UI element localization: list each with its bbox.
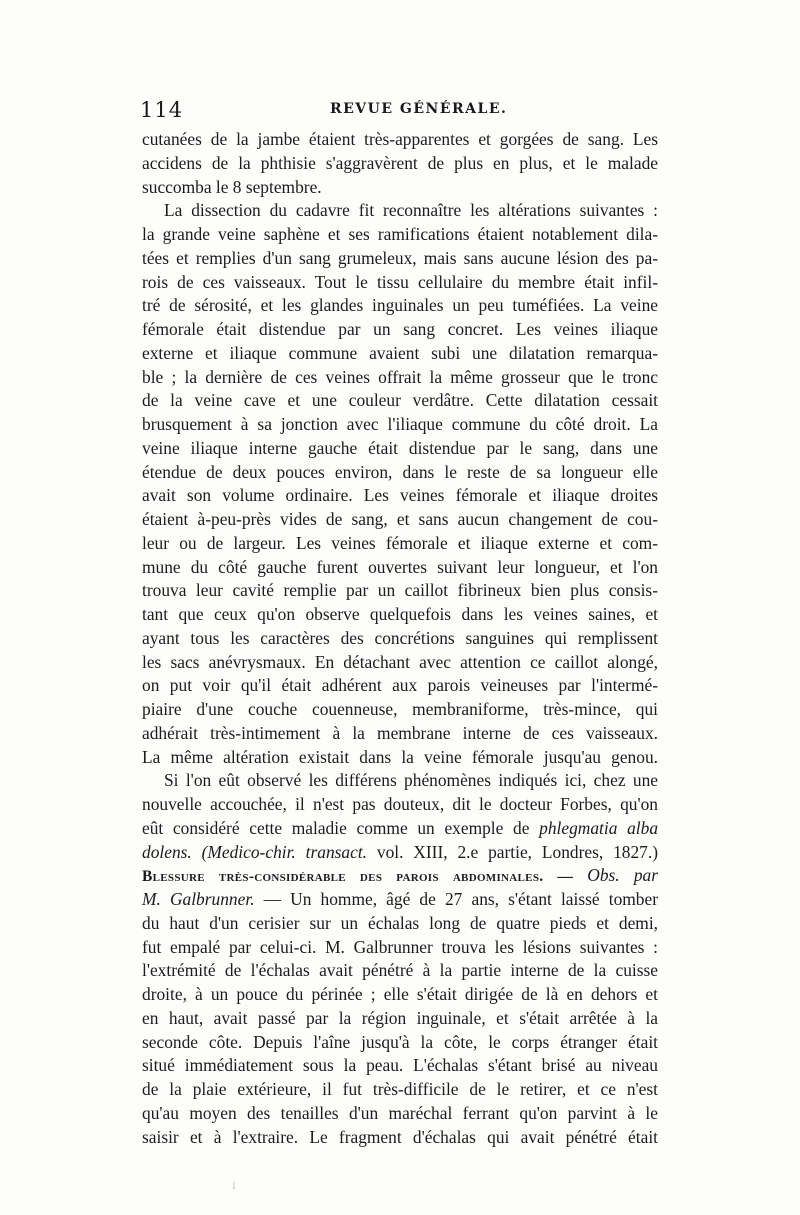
line-text: eût considéré cette maladie comme un exemple de	[142, 817, 540, 838]
text-line	[142, 484, 658, 508]
text-line	[142, 199, 658, 223]
text-line	[142, 579, 658, 603]
line-text: on put voir qu'il était adhérent aux parois veineuses par l'intermé-	[142, 675, 658, 696]
text-line	[142, 651, 658, 675]
text-line	[142, 413, 658, 437]
text-line	[142, 389, 658, 413]
line-text: tant que ceux qu'on observe quelquefois dans les veines saines, et	[142, 604, 658, 624]
running-head: REVUE GÉNÉRALE.	[330, 101, 508, 117]
line-text: mune du côté gauche furent ouvertes suivant leur longueur, et l'on	[142, 556, 658, 577]
text-line	[142, 983, 658, 1007]
text-line	[142, 1031, 658, 1055]
page-header	[140, 98, 658, 126]
line-text: brusquement à sa jonction avec l'iliaque commune du côté droit. La	[142, 414, 658, 434]
line-text: de la plaie extérieure, il fut très-difficile de le retirer, et ce n'est	[142, 1079, 658, 1099]
text-line	[142, 627, 658, 651]
text-line	[142, 912, 658, 936]
text-line	[142, 1007, 658, 1031]
text-line	[142, 532, 658, 556]
line-text: ayant tous les caractères des concrétions sanguines qui remplissent	[142, 627, 658, 648]
text-line	[142, 817, 658, 841]
text-line	[142, 698, 658, 722]
line-text: saisir et à l'extraire. Le fragment d'échalas qui avait pénétré était	[142, 1126, 658, 1147]
text-line	[142, 318, 658, 342]
line-text: situé immédiatement sous la peau. L'échalas s'étant brisé au niveau	[142, 1055, 658, 1076]
line-text: — Un homme, âgé de 27 ans, s'étant laissé tomber	[263, 889, 658, 909]
text-line	[142, 128, 658, 152]
text-line	[142, 437, 658, 461]
page-number: 114	[140, 98, 184, 122]
line-text: vol. XIII, 2.e partie, Londres, 1827.)	[376, 841, 659, 862]
text-line	[142, 1054, 658, 1078]
line-text: étaient à-peu-près vides de sang, et sans aucun changement de cou-	[142, 509, 658, 529]
line-text: avait son volume ordinaire. Les veines fémorale et iliaque droites	[142, 485, 658, 506]
line-text: l'extrémité de l'échalas avait pénétré à la partie interne de la cuisse	[142, 960, 658, 981]
line-text: rois de ces vaisseaux. Tout le tissu cellulaire du membre était infil-	[142, 271, 658, 292]
line-text: trouva leur cavité remplie par un caillot fibrineux bien plus consis-	[142, 580, 658, 601]
line-text: les sacs anévrysmaux. En détachant avec attention ce caillot alongé,	[142, 651, 658, 672]
text-line	[142, 223, 658, 247]
text-line	[142, 1102, 658, 1126]
text-line	[142, 294, 658, 318]
section-heading: Blessure très-considérable des parois abdominales. —	[142, 868, 588, 886]
text-line	[142, 556, 658, 580]
text-line	[142, 722, 658, 746]
line-text: fut empalé par celui-ci. M. Galbrunner trouva les lésions suivantes :	[142, 936, 658, 957]
line-text: piaire d'une couche couenneuse, membraniforme, très-mince, qui	[142, 699, 658, 719]
text-line	[142, 674, 658, 698]
text-line	[142, 793, 658, 817]
line-text: étendue de deux pouces environ, dans le reste de sa longueur elle	[142, 461, 658, 482]
line-text: veine iliaque interne gauche était distendue par le sang, dans une	[142, 437, 658, 458]
line-text: La dissection du cadavre fit reconnaître les altérations suivantes :	[164, 200, 658, 221]
text-line	[142, 366, 658, 390]
line-text: seconde côte. Depuis l'aîne jusqu'à la côte, le corps étranger était	[142, 1031, 658, 1052]
text-line	[142, 746, 658, 770]
text-line	[142, 152, 658, 176]
line-text: fémorale était distendue par un sang concret. Les veines iliaque	[142, 319, 658, 339]
text-line	[142, 769, 658, 793]
italic-text: dolens. (Medico-chir. transact.	[142, 841, 377, 862]
text-line	[142, 176, 658, 200]
line-text: leur ou de largeur. Les veines fémorale et iliaque externe et com-	[142, 532, 658, 553]
line-text: succomba le 8 septembre.	[142, 176, 322, 197]
line-text: accidens de la phthisie s'aggravèrent de plus en plus, et le malade	[142, 152, 658, 173]
text-line	[142, 247, 658, 271]
body-text	[142, 128, 658, 1149]
text-line	[142, 1078, 658, 1102]
line-text: la grande veine saphène et ses ramifications étaient notablement dila-	[142, 224, 658, 244]
line-text: qu'au moyen des tenailles d'un maréchal ferrant qu'on parvint à le	[142, 1102, 658, 1123]
text-line	[142, 342, 658, 366]
line-text: nouvelle accouchée, il n'est pas douteux, dit le docteur Forbes, qu'on	[142, 794, 658, 814]
italic-text: M. Galbrunner.	[142, 889, 264, 909]
text-line	[142, 1126, 658, 1150]
line-text: La même altération existait dans la veine fémorale jusqu'au genou.	[142, 746, 658, 767]
text-line	[142, 864, 658, 888]
text-line	[142, 936, 658, 960]
line-text: du haut d'un cerisier sur un échalas long de quatre pieds et demi,	[142, 912, 658, 933]
text-line	[142, 603, 658, 627]
text-line	[142, 508, 658, 532]
line-text: Si l'on eût observé les différens phénomènes indiqués ici, chez une	[164, 770, 658, 791]
line-text: ble ; la dernière de ces veines offrait la même grosseur que le tronc	[142, 366, 658, 387]
line-text: droite, à un pouce du périnée ; elle s'était dirigée de là en dehors et	[142, 984, 658, 1004]
bleed-through-mark: ı	[232, 1178, 236, 1193]
text-line	[142, 888, 658, 912]
line-text: de la veine cave et une couleur verdâtre. Cette dilatation cessait	[142, 390, 658, 411]
line-text: tées et remplies d'un sang grumeleux, mais sans aucune lésion des pa-	[142, 247, 658, 268]
italic-text: phlegmatia alba	[539, 817, 659, 838]
text-line	[142, 461, 658, 485]
text-line	[142, 841, 658, 865]
line-text: externe et iliaque commune avaient subi une dilatation remarqua-	[142, 342, 658, 363]
italic-text: Obs. par	[587, 865, 658, 886]
line-text: en haut, avait passé par la région inguinale, et s'était arrêtée à la	[142, 1007, 658, 1028]
text-line	[142, 959, 658, 983]
line-text: tré de sérosité, et les glandes inguinales un peu tuméfiées. La veine	[142, 295, 658, 316]
line-text: cutanées de la jambe étaient très-apparentes et gorgées de sang. Les	[142, 129, 658, 149]
line-text: adhérait très-intimement à la membrane interne de ces vaisseaux.	[142, 722, 658, 743]
text-line	[142, 271, 658, 295]
